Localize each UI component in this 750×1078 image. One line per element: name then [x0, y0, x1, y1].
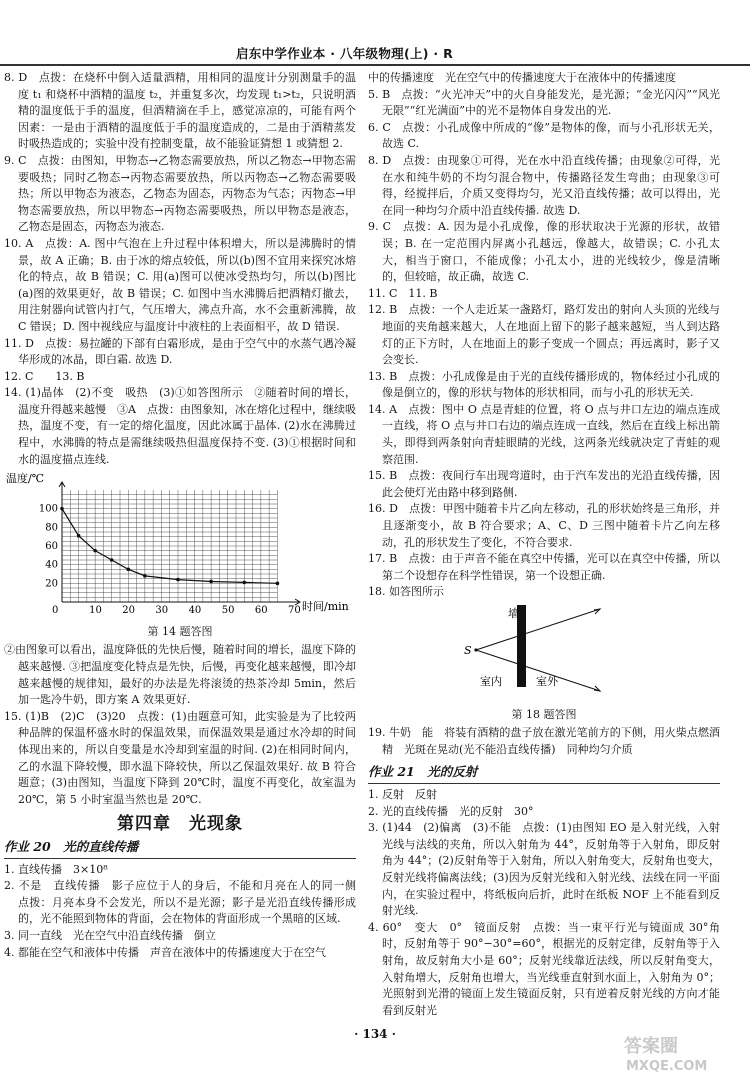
- y-tick-label: 60: [45, 541, 58, 553]
- section-20-title: 作业 20 光的直线传播: [4, 838, 139, 854]
- point-s-label: S: [464, 644, 472, 657]
- left-blocks-c: [4, 862, 367, 962]
- figure-18: [368, 603, 720, 723]
- left-column: [4, 70, 367, 961]
- answer-item: 10. A 点拨：A. 图中气泡在上升过程中体积增大，所以是沸腾时的情景，故 A 正确；B. 由于冰的熔点较低，所以(b)图不宜用来探究冰熔化的特点，故 B 错误；C. 用(a)图可以使冰受热均匀，所以(b)图比(a)图的效果更好，故 B 错误；C. 如图中当水沸腾后把酒精灯撤去，用注射器向试管内打气，气压增大，沸点升高，水不会重新沸腾，故 C 错误；D. 图中视线应与温度计中液柱的上表面相平，故 D 错误.: [4, 236, 356, 333]
- answer-item: 15. (1)B (2)C (3)20 点拨：(1)由题意可知，此实验是为了比较两种品牌的保温杯盛水时的保温效果，而保温效果是通过水冷却的时间体现出来的，所以自变量是水冷却到室温的时间. (2)在相同时间内，乙的水温下降较慢，即水温下降较快，所以乙保温效果好. 故 B 符合题意；(3)由图知，当温度下降到 20℃时，温度不再变化，故室温为 20℃，第 5 小时室温当然也是 20℃.: [4, 709, 356, 806]
- answer-item: 1. 反射 反射: [368, 787, 437, 801]
- answer-item: 9. C 点拨：A. 因为是小孔成像，像的形状取决于光源的形状，故错误；B. 在一定范围内屏离小孔越远，像越大，故错误；C. 小孔太大，相当于窗口，不能成像；小孔太小，进的光线较少，像是清晰的，但较暗，故正确，故选 C.: [368, 220, 720, 284]
- answer-item: 2. 光的直线传播 光的反射 30°: [368, 804, 534, 818]
- answer-item: 8. D 点拨：由现象①可得，光在水中沿直线传播；由现象②可得，光在水和纯牛奶的不均匀混合物中，传播路径发生弯曲；由现象③可得，经搅拌后，介质又变得均匀，光又沿直线传播；故可以得出，光在同一种均匀介质中沿直线传播. 故选 D.: [368, 153, 720, 217]
- chart-14-svg: [4, 470, 356, 618]
- answer-item: 1. 直线传播 3×10⁸: [4, 862, 108, 876]
- answer-item: 12. C 13. B: [4, 369, 85, 383]
- ray-lower-arrow: [594, 686, 600, 691]
- outdoor-label: 室外: [536, 675, 558, 688]
- data-point: [176, 578, 180, 582]
- data-point: [276, 582, 280, 586]
- data-point: [242, 581, 246, 585]
- answer-item: 17. B 点拨：由于声音不能在真空中传播，光可以在真空中传播，所以第二个设想存在科学性错误，第一个设想正确.: [368, 552, 720, 582]
- section-21-rule: [368, 783, 720, 784]
- ray-upper: [476, 609, 600, 650]
- answer-item: 14. A 点拨：图中 O 点是青蛙的位置，将 O 点与井口左边的端点连成一直线，将 O 点与井口右边的端点连成一直线，然后在直线上标出箭头，即得到两条射向青蛙眼睛的光线，这两条光线就决定了青蛙的观察范围.: [368, 402, 720, 466]
- right-blocks-c: [368, 787, 720, 1019]
- answer-item: 15. B 点拨：夜间行车出现弯道时，由于汽车发出的光沿直线传播，因此会使灯光由路中移到路侧.: [368, 469, 720, 499]
- y-tick-label: 20: [45, 578, 58, 590]
- wall-label: 墙: [508, 607, 519, 620]
- x-tick-label: 40: [188, 605, 202, 617]
- answer-item: 5. B 点拨：“火光冲天”中的火自身能发光，是光源；“金光闪闪”“风光无限”“红光满面”中的光不是物体自身发出的光.: [368, 87, 720, 118]
- y-tick-label: 100: [38, 503, 58, 515]
- answer-item: 16. D 点拨：甲图中随着卡片乙向左移动，孔的形状始终是三角形，并且逐渐变小，故 B 符合要求；A、C、D 三图中随着卡片乙向左移动，孔的形状发生了变化，不符合要求.: [368, 502, 720, 549]
- left-blocks-b: [4, 642, 356, 808]
- answer-item: 11. D 点拨：易拉罐的下部有白霜形成，是由于空气中的水蒸气遇冷凝华形成的冰晶，即白霜. 故选 D.: [4, 336, 356, 367]
- data-point: [126, 568, 130, 572]
- x-tick-label: 60: [254, 605, 268, 617]
- answer-item: 18. 如答图所示: [368, 585, 444, 599]
- x-tick-label: 50: [221, 605, 235, 617]
- section-21-title: 作业 21 光的反射: [368, 764, 478, 780]
- y-tick-label: 80: [45, 522, 58, 534]
- chapter-title: 第四章 光现象: [117, 814, 243, 835]
- answer-item: 14. (1)晶体 (2)不变 吸热 (3)①如答图所示 ②随着时间的增长，温度升得越来越慢 ③A 点拨：由图象知，冰在熔化过程中，继续吸热，温度不变，有一定的熔化温度，因此冰属于晶体. (2)水在沸腾过程中，水沸腾的特点是需继续吸热但温度保持不变. (3)①根据时间和水的温度描点连线.: [4, 386, 356, 466]
- right-column: [368, 70, 720, 1019]
- svg-text:MXQE.COM: MXQE.COM: [626, 1059, 708, 1074]
- data-point: [143, 574, 147, 578]
- answer-item: 3. 同一直线 光在空气中沿直线传播 倒立: [4, 928, 216, 942]
- x-tick-label: 10: [89, 605, 102, 617]
- data-point: [60, 507, 64, 511]
- page-header: [0, 0, 750, 70]
- answer-item: 19. 牛奶 能 将装有酒精的盘子放在激光笔前方的下侧，用火柴点燃酒精 光斑在晃动(光不能沿直线传播) 同种均匀介质: [368, 726, 720, 756]
- page-number: · 134 ·: [354, 1027, 396, 1041]
- answer-item: 12. B 点拨：一个人走近某一盏路灯，路灯发出的射向人头顶的光线与地面的夹角越来越大，人在地面上留下的影子越来越短，当人到达路灯的正下方时，人在地面上的影子变成一个圆点；再远离时，影子又会变长.: [368, 303, 720, 367]
- x-tick-label: 30: [155, 605, 169, 617]
- figure-18-svg: [368, 603, 720, 701]
- watermark-logo: [620, 1030, 745, 1074]
- y-axis-label: 温度/℃: [6, 472, 45, 486]
- answer-item: 6. C 点拨：小孔成像中所成的“像”是物体的像，而与小孔形状无关，故选 C.: [368, 120, 720, 151]
- answer-item: 9. C 点拨：由图知，甲物态→乙物态需要放热，所以乙物态→甲物态需要吸热；同时乙物态→丙物态需要放热，所以丙物态→乙物态需要吸热；所以甲物态为液态，乙物态为固态，丙物态为气态；丙物态→甲物态需要放热，所以甲物态→丙物态需要吸热，所以甲物态是液态，乙物态是固态，丙物态为液态.: [4, 153, 356, 234]
- data-point: [93, 549, 97, 553]
- answer-item: ②由图象可以看出，温度降低的先快后慢，随着时间的增长，温度下降的越来越慢. ③把温度变化特点是先快，后慢，再变化越来越慢，即冷却越来越慢的规律知，最好的办法是先将滚烫的热茶冷却 5min，然后加一匙冷牛奶，即方案 A 效果更好.: [4, 643, 356, 707]
- figure-18-caption: 第 18 题答图: [511, 707, 577, 721]
- answer-item: 3. (1)44 (2)偏离 (3)不能 点拨：(1)由图知 EO 是入射光线，入射光线与法线的夹角，所以入射角为 44°，反射角等于入射角，即反射角为 44°；(2)反射角等于入射角，所以入射角变大，反射角也变大，反射光线将偏离法线；(3)因为反射光线和入射光线、法线在同一平面内，在实验过程中，将纸板向后折，此时在纸板 NOF 上不能看到反射光线.: [368, 821, 720, 918]
- data-point: [209, 580, 213, 584]
- indoor-label: 室内: [480, 675, 502, 688]
- section-20-rule: [4, 858, 356, 859]
- chart-14: [4, 470, 356, 624]
- data-point: [77, 534, 81, 538]
- x-tick-label: 70: [288, 605, 301, 617]
- answer-item: 2. 不是 直线传播 影子应位于人的身后，不能和月亮在人的同一侧 点拨：月亮本身不会发光，所以不是光源；影子是光沿直线传播形成的，光不能照到物体的背面，会在物体的背面形成一个黑暗的区域.: [4, 879, 367, 926]
- answer-item: 11. C 11. B: [368, 286, 438, 300]
- data-point: [110, 558, 114, 562]
- answer-item: 13. B 点拨：小孔成像是由于光的直线传播形成的，物体经过小孔成的像是倒立的，像的形状与物体的形状相同，而与小孔的形状无关.: [368, 369, 720, 400]
- answer-item: 4. 60° 变大 0° 镜面反射 点拨：当一束平行光与镜面成 30°角时，反射角等于 90°−30°=60°，根据光的反射定律，反射角等于入射角，故反射角大小是 60°；反射光线靠近法线，所以反射角变大，入射角增大，反射角也增大，当光线垂直射到水面上，入射角为 0°；光照射到光滑的镜面上发生镜面反射，只有逆着反射光线的方向才能看到反射光: [368, 920, 720, 1017]
- ray-upper-arrow: [594, 609, 600, 614]
- svg-text:答案圈: 答案圈: [624, 1036, 678, 1057]
- right-blocks-b: [368, 725, 720, 758]
- right-blocks-a: [368, 70, 720, 601]
- left-blocks-a: [4, 70, 356, 468]
- header-title: 启东中学作业本 · 八年级物理(上) · R: [236, 46, 454, 61]
- y-tick-label: 40: [45, 559, 58, 571]
- x-axis-label: 时间/min: [302, 600, 349, 614]
- x-tick-label: 20: [122, 605, 136, 617]
- x-tick-label: 0: [52, 605, 59, 617]
- header-rule: [0, 64, 750, 66]
- answer-item: 4. 都能在空气和液体中传播 声音在液体中的传播速度大于在空气: [4, 945, 326, 959]
- answer-item: 8. D 点拨：在烧杯中倒入适量酒精，用相同的温度计分别测量手的温度 t₁ 和烧杯中酒精的温度 t₂，并重复多次，均发现 t₁>t₂，只说明酒精的温度低于手的温度，但酒精滴在手上，感觉凉凉的，可能有两个因素：一是由于酒精的温度低于手的温度造成的，二是由于酒精蒸发时吸热造成的；实验中没有控制变量，故不能验证猜想 1 或猜想 2.: [4, 71, 356, 151]
- chart-14-caption: 第 14 题答图: [147, 624, 213, 638]
- answer-item: 中的传播速度 光在空气中的传播速度大于在液体中的传播速度: [368, 71, 676, 84]
